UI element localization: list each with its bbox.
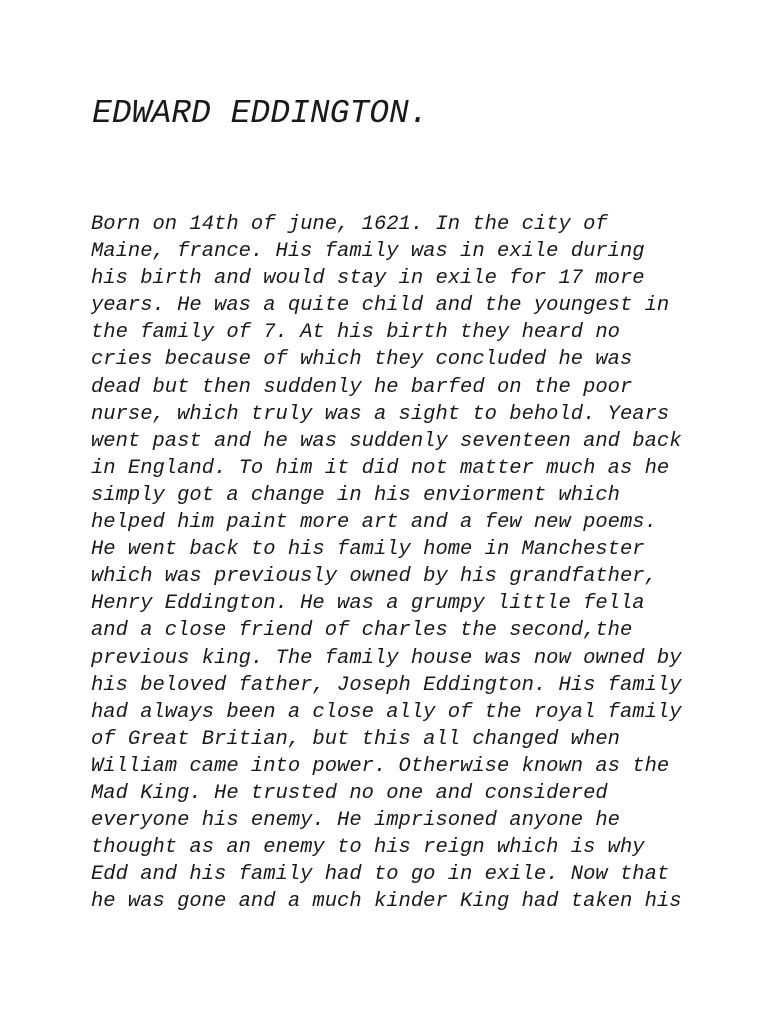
- body-line: his beloved father, Joseph Eddington. His family: [91, 673, 682, 697]
- body-line: he was gone and a much kinder King had taken his: [91, 890, 682, 914]
- body-line: helped him paint more art and a few new poems.: [91, 511, 657, 535]
- body-line: everyone his enemy. He imprisoned anyone he: [91, 809, 620, 833]
- body-line: simply got a change in his enviorment which: [91, 483, 620, 507]
- body-line: nurse, which truly was a sight to behold. Years: [91, 402, 670, 426]
- body-line: thought as an enemy to his reign which is why: [91, 836, 645, 860]
- body-line: He went back to his family home in Manchester: [91, 538, 645, 562]
- document-title: EDWARD EDDINGTON.: [92, 95, 429, 132]
- body-line: years. He was a quite child and the youngest in: [91, 294, 670, 318]
- body-line: William came into power. Otherwise known as the: [91, 754, 670, 778]
- body-line: his birth and would stay in exile for 17 more: [91, 267, 645, 291]
- body-line: previous king. The family house was now owned by: [91, 646, 682, 670]
- body-line: which was previously owned by his grandfather,: [91, 565, 657, 589]
- body-line: Henry Eddington. He was a grumpy little fella: [91, 592, 645, 616]
- body-line: Born on 14th of june, 1621. In the city of: [91, 213, 608, 236]
- body-line: and a close friend of charles the second,the: [91, 619, 633, 643]
- body-line: had always been a close ally of the royal family: [91, 700, 682, 724]
- document-body: [91, 211, 761, 915]
- body-line: the family of 7. At his birth they heard no: [91, 321, 620, 345]
- body-line: dead but then suddenly he barfed on the poor: [91, 375, 633, 399]
- body-line: Maine, france. His family was in exile during: [91, 240, 645, 264]
- body-line: went past and he was suddenly seventeen and back: [91, 429, 682, 453]
- body-line: Edd and his family had to go in exile. Now that: [91, 863, 670, 887]
- body-line: cries because of which they concluded he was: [91, 348, 633, 372]
- body-line: in England. To him it did not matter much as he: [91, 456, 670, 480]
- body-line: Mad King. He trusted no one and considered: [91, 781, 608, 805]
- body-line: of Great Britian, but this all changed when: [91, 727, 620, 751]
